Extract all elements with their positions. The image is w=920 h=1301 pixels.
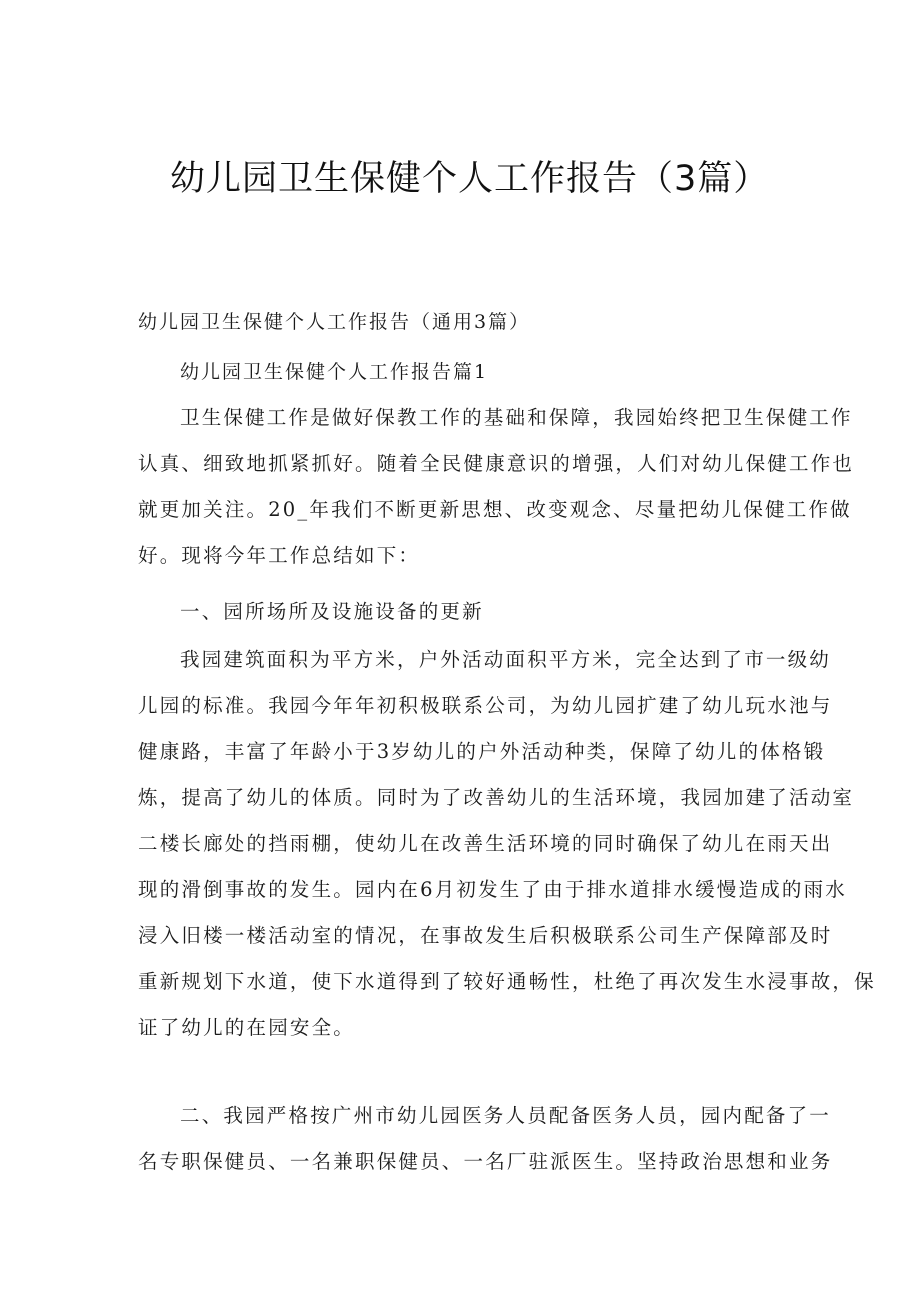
paragraph-line: 儿园的标准。我园今年年初积极联系公司，为幼儿园扩建了幼儿玩水池与 (138, 694, 833, 717)
paragraph-line: 二楼长廊处的挡雨棚，使幼儿在改善生活环境的同时确保了幼儿在雨天出 (138, 832, 833, 855)
paragraph-line: 好。现将今年工作总结如下： (138, 544, 421, 567)
paragraph-heading-1 (138, 589, 796, 635)
paragraph-line: 浸入旧楼一楼活动室的情况，在事故发生后积极联系公司生产保障部及时 (138, 924, 833, 947)
paragraph-line: 认真、细致地抓紧抓好。随着全民健康意识的增强，人们对幼儿保健工作也 (138, 452, 855, 475)
document-subtitle: 幼儿园卫生保健个人工作报告（通用3篇） (138, 311, 531, 333)
paragraph-line: 重新规划下水道，使下水道得到了较好通畅性，杜绝了再次发生水浸事故，保 (138, 970, 876, 993)
paragraph-intro (138, 395, 855, 579)
paragraph-line: 卫生保健工作是做好保教工作的基础和保障，我园始终把卫生保健工作 (180, 406, 853, 429)
paragraph-line: 二、我园严格按广州市幼儿园医务人员配备医务人员，园内配备了一 (180, 1104, 832, 1127)
section-heading: 幼儿园卫生保健个人工作报告篇1 (180, 361, 489, 383)
paragraph-line: 炼，提高了幼儿的体质。同时为了改善幼儿的生活环境，我园加建了活动室 (138, 786, 855, 809)
paragraph-line: 现的滑倒事故的发生。园内在6月初发生了由于排水道排水缓慢造成的雨水 (138, 878, 848, 901)
paragraph-line: 一、园所场所及设施设备的更新 (180, 600, 484, 623)
paragraph-facilities (138, 637, 876, 1051)
paragraph-line: 健康路，丰富了年龄小于3岁幼儿的户外活动种类，保障了幼儿的体格锻 (138, 740, 826, 763)
paragraph-line: 我园建筑面积为平方米，户外活动面积平方米，完全达到了市一级幼 (180, 648, 832, 671)
paragraph-staffing (138, 1093, 833, 1185)
paragraph-line: 就更加关注。20_年我们不断更新思想、改变观念、尽量把幼儿保健工作做 (138, 498, 852, 521)
paragraph-line: 名专职保健员、一名兼职保健员、一名厂驻派医生。坚持政治思想和业务 (138, 1150, 833, 1173)
document-title: 幼儿园卫生保健个人工作报告（3篇） (170, 159, 770, 199)
paragraph-line: 证了幼儿的在园安全。 (138, 1016, 356, 1039)
